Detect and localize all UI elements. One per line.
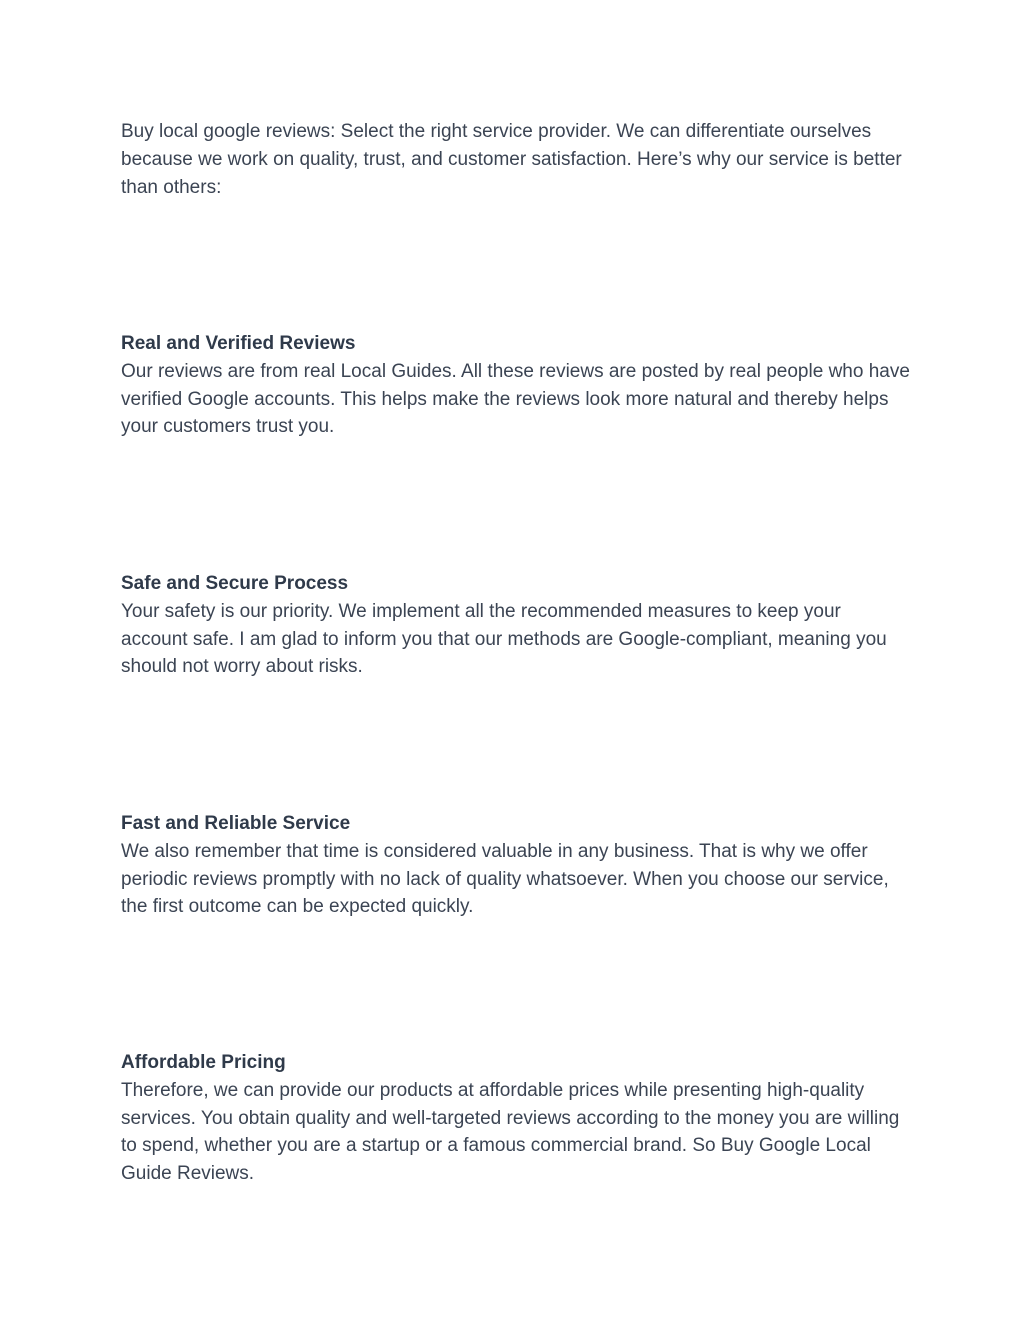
- section-body: Our reviews are from real Local Guides. All these reviews are posted by real people who have verified Google accounts. This helps make the reviews look more natural and thereby helps your customers trust you.: [121, 360, 910, 438]
- intro-block: [121, 118, 911, 201]
- section-heading: Affordable Pricing: [121, 1052, 286, 1073]
- section-heading: Safe and Secure Process: [121, 573, 349, 594]
- section-heading: Real and Verified Reviews: [121, 333, 356, 354]
- section-fast-reliable-service: [121, 810, 911, 921]
- section-affordable-pricing: [121, 1049, 911, 1188]
- section-safe-secure-process: [121, 570, 911, 681]
- section-body: Your safety is our priority. We implement all the recommended measures to keep your account safe. I am glad to inform you that our methods are Google-compliant, meaning you should not worry about risks.: [121, 600, 887, 678]
- section-real-verified-reviews: [121, 330, 911, 441]
- intro-paragraph: Buy local google reviews: Select the right service provider. We can differentiate ourselves because we work on quality, trust, and customer satisfaction. Here’s why our service is better than others:: [121, 121, 902, 198]
- section-body: We also remember that time is considered valuable in any business. That is why we offer periodic reviews promptly with no lack of quality whatsoever. When you choose our service, the first outcome can be expected quickly.: [121, 840, 889, 918]
- section-heading: Fast and Reliable Service: [121, 813, 351, 834]
- section-body: Therefore, we can provide our products at affordable prices while presenting high-quality services. You obtain quality and well-targeted reviews according to the money you are willing to spend, whether you are a startup or a famous commercial brand. So Buy Google Local Guide Reviews.: [121, 1079, 900, 1185]
